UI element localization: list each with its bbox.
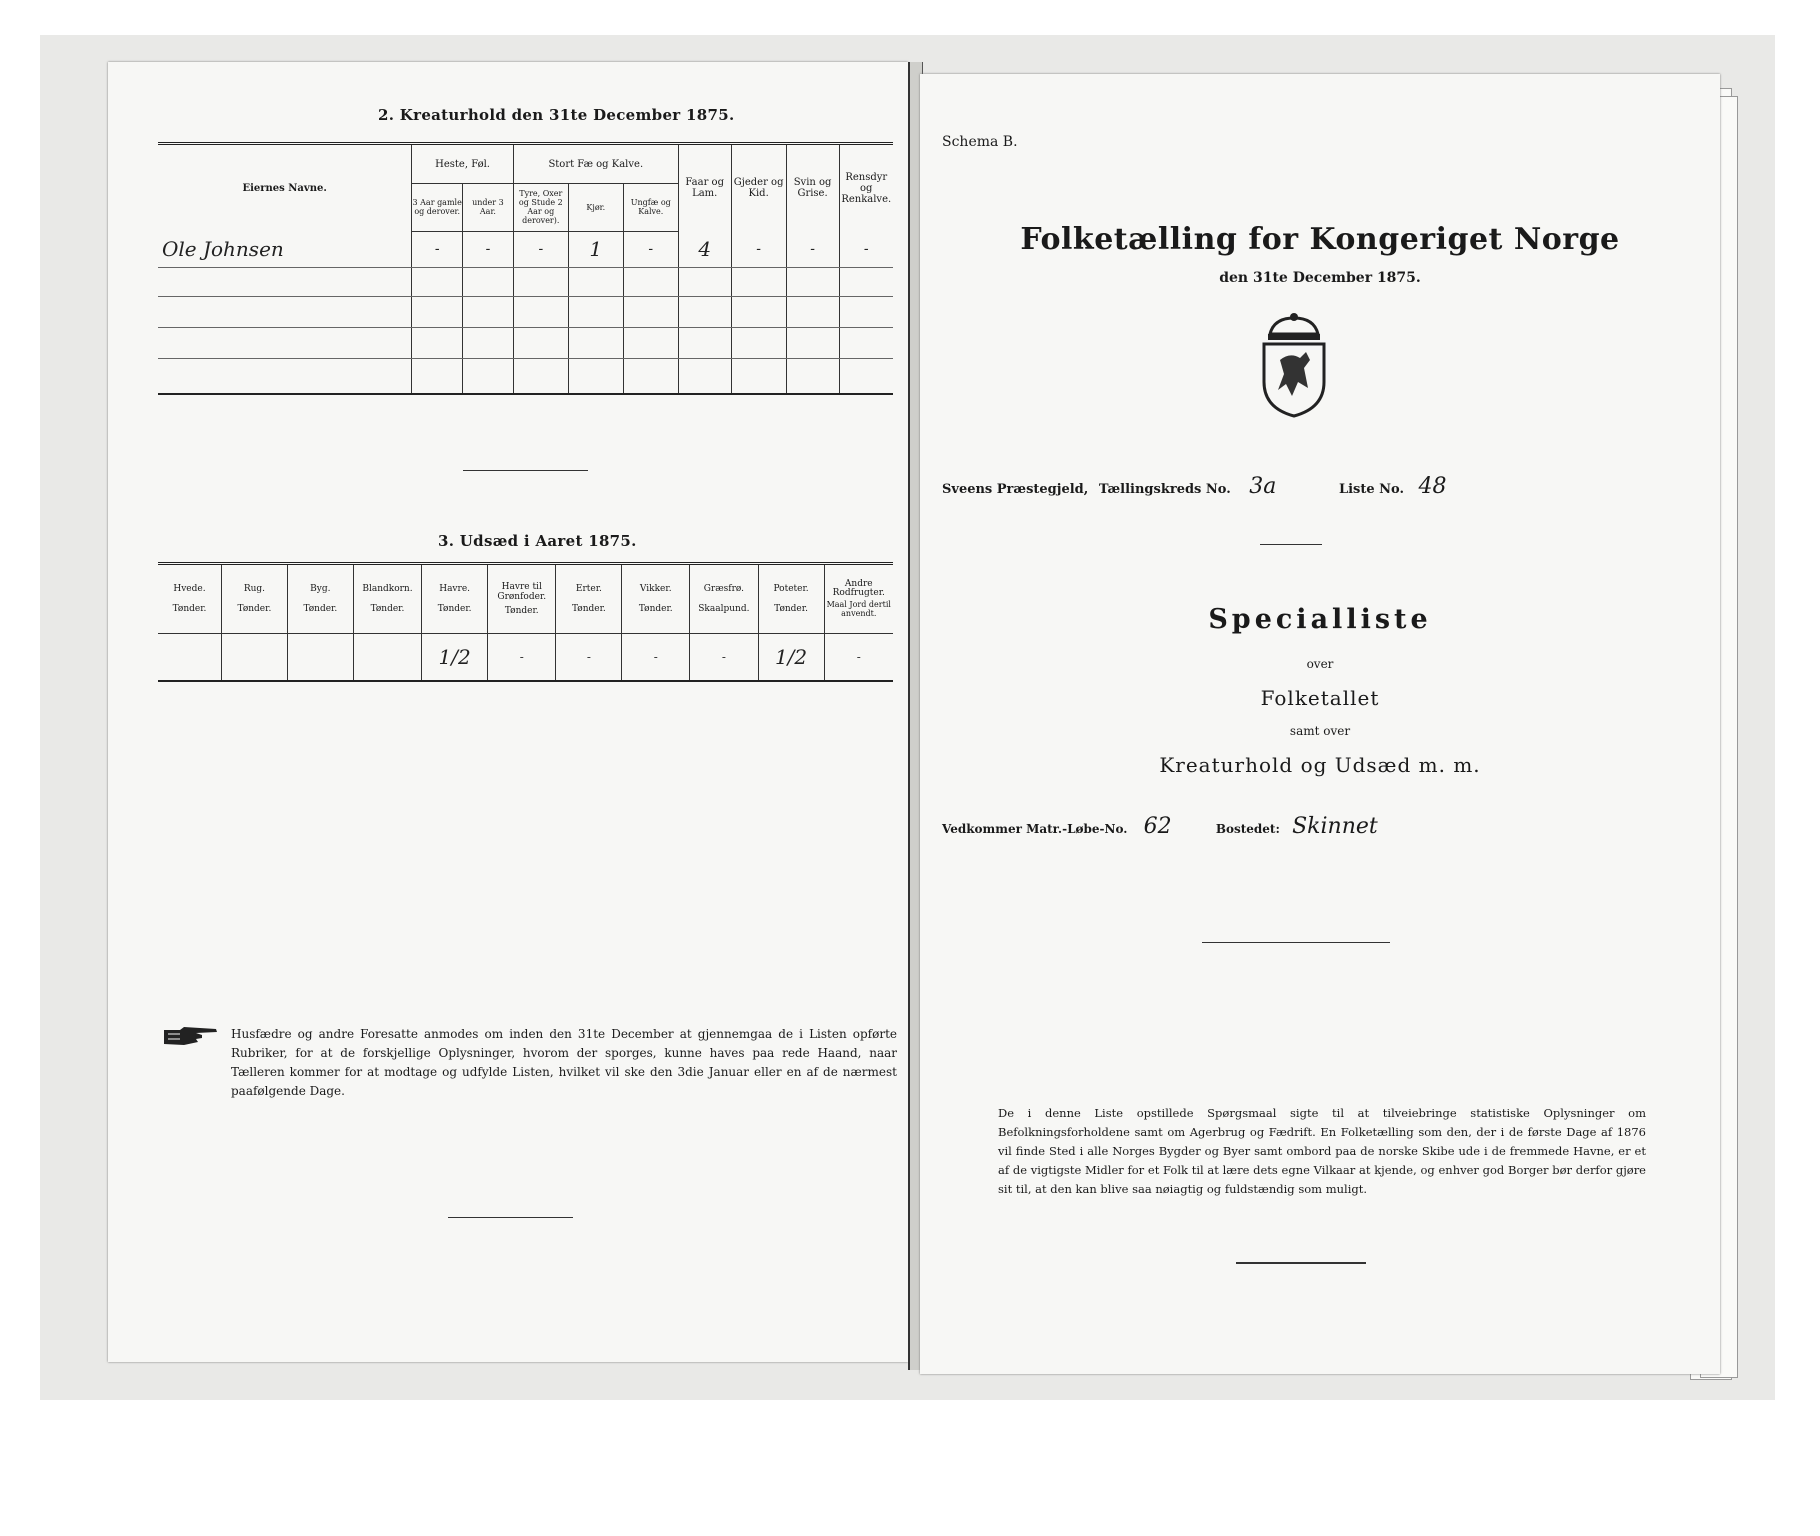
seed-col-header: Byg. Tønder.: [287, 564, 353, 634]
seed-value: [287, 634, 353, 682]
seed-value: -: [824, 634, 893, 682]
seed-col-header: Hvede. Tønder.: [158, 564, 221, 634]
seed-value: [221, 634, 287, 682]
seed-value: 1/2: [422, 634, 488, 682]
livestock-heading: 2. Kreaturhold den 31te December 1875.: [378, 106, 735, 124]
right-page: [920, 74, 1720, 1374]
gjeder-header: Gjeder og Kid.: [731, 144, 786, 232]
seed-table: [158, 562, 893, 682]
pointing-hand-icon: [162, 1024, 220, 1052]
seed-value: -: [622, 634, 690, 682]
ungfae-header: Ungfæ og Kalve.: [623, 184, 678, 231]
census-date: den 31te December 1875.: [1219, 270, 1421, 286]
district-label: Tællingskreds No.: [1098, 482, 1231, 497]
seed-col-header: Blandkorn. Tønder.: [353, 564, 421, 634]
seed-value: -: [556, 634, 622, 682]
coat-of-arms-icon: [1256, 312, 1332, 422]
cell: -: [839, 231, 893, 268]
cell: 1: [568, 231, 623, 268]
specialliste-heading: Specialliste: [1208, 604, 1432, 635]
bosted-value: Skinnet: [1292, 814, 1378, 839]
owner-name: Ole Johnsen: [158, 231, 412, 268]
seed-col-header: Andre Rodfrugter. Maal Jord dertil anvendt.: [824, 564, 893, 634]
list-label: Liste No.: [1338, 482, 1405, 497]
faar-header: Faar og Lam.: [678, 144, 731, 232]
matr-label: Vedkommer Matr.-Løbe-No.: [942, 822, 1128, 836]
census-notice: De i denne Liste opstillede Spørgsmaal sigte til at tilveiebringe statistiske Oplysninger om Befolkningsforholdene samt om Agerbrug og Fædrift. En Folketælling som den, der i de første Dage af 1876 vil finde Sted i alle Norges Bygder og Byer samt ombord paa de norske Skibe ude i de fremmede Havne, er et af de vigtigste Midler for et Folk til at lære dets egne Vilkaar at kjende, og enhver god Borger bør derfor gjøre sit til, at den kan blive saa nøiagtig og fuldstændig som muligt.: [998, 1106, 1646, 1196]
cell: 4: [678, 231, 731, 268]
rensdyr-header: Rensdyr og Renkalve.: [839, 144, 893, 232]
divider: [463, 470, 588, 471]
folketallet-text: Folketallet: [1260, 686, 1380, 710]
seed-col-header: Havre. Tønder.: [422, 564, 488, 634]
list-value: 48: [1418, 474, 1447, 499]
seed-col-header: Rug. Tønder.: [221, 564, 287, 634]
divider: [448, 1217, 573, 1218]
seed-value: 1/2: [758, 634, 824, 682]
heste-under3-header: under 3 Aar.: [463, 184, 514, 231]
owner-col-header: Eiernes Navne.: [158, 144, 412, 232]
seed-heading: 3. Udsæd i Aaret 1875.: [438, 532, 637, 550]
foresatte-notice: Husfædre og andre Foresatte anmodes om inden den 31te December at gjennemgaa de i Listen opførte Rubriker, for at de forskjellige Oplysninger, hvorom der sporges, kunne haves paa rede Haand, naar Tælleren kommer for at modtage og udfylde Listen, hvilket vil ske den 3die Januar eller en af de nærmest paafølgende Dage.: [231, 1027, 897, 1098]
cell: -: [786, 231, 839, 268]
kreaturhold-text: Kreaturhold og Udsæd m. m.: [1159, 753, 1481, 777]
divider: [1260, 544, 1322, 545]
seed-value: -: [690, 634, 758, 682]
left-page: [108, 62, 908, 1362]
svin-header: Svin og Grise.: [786, 144, 839, 232]
bosted-label: Bostedet:: [1215, 822, 1280, 836]
cell: -: [463, 231, 514, 268]
cell: -: [731, 231, 786, 268]
seed-value: [158, 634, 221, 682]
heste-header: Heste, Føl.: [412, 144, 514, 184]
seed-col-header: Havre til Grønfoder. Tønder.: [488, 564, 556, 634]
seed-value: [353, 634, 421, 682]
divider: [1236, 1262, 1366, 1264]
over-text: over: [1306, 657, 1334, 671]
cell: -: [623, 231, 678, 268]
schema-label: Schema B.: [942, 134, 1018, 150]
stort-fae-header: Stort Fæ og Kalve.: [513, 144, 678, 184]
divider: [1202, 942, 1390, 943]
samt-over-text: samt over: [1289, 724, 1351, 738]
census-title: Folketælling for Kongeriget Norge: [1020, 222, 1620, 257]
seed-col-header: Græsfrø. Skaalpund.: [690, 564, 758, 634]
matr-value: 62: [1143, 814, 1172, 839]
heste-3aar-header: 3 Aar gamle og derover.: [412, 184, 463, 231]
tyre-header: Tyre, Oxer og Stude 2 Aar og derover).: [513, 184, 568, 231]
seed-col-header: Erter. Tønder.: [556, 564, 622, 634]
cell: -: [513, 231, 568, 268]
livestock-table: [158, 142, 893, 395]
matr-line: [942, 814, 1722, 839]
seed-col-header: Vikker. Tønder.: [622, 564, 690, 634]
seed-col-header: Poteter. Tønder.: [758, 564, 824, 634]
seed-value: -: [488, 634, 556, 682]
kjor-header: Kjør.: [568, 184, 623, 231]
cell: -: [412, 231, 463, 268]
district-value: 3a: [1249, 474, 1277, 499]
parish-name: Sveens Præstegjeld,: [942, 482, 1089, 497]
district-line: [942, 474, 1722, 499]
